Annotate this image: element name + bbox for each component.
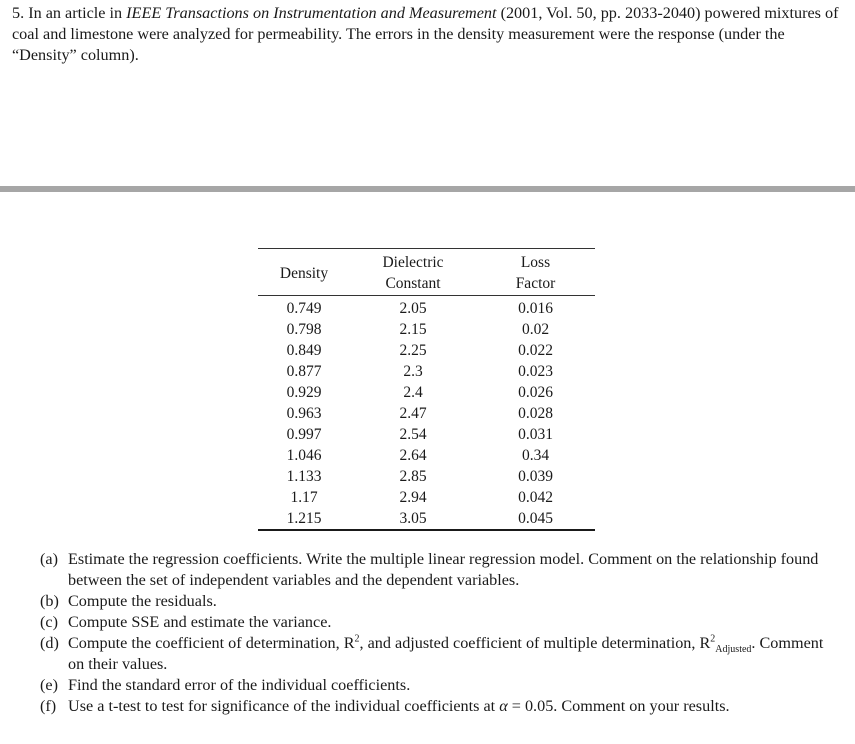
question-label: (b): [40, 592, 59, 610]
table-row: [258, 508, 595, 530]
cell-dielectric: 2.3: [403, 363, 423, 380]
question-text-part1: Use a t-test to test for significance of the individual coefficients at: [68, 697, 496, 715]
table-row: [258, 382, 595, 403]
question-c: [40, 612, 840, 633]
question-label: (d): [40, 634, 59, 652]
intro-rest: (2001, Vol. 50, pp. 2033-2040) powered mixtures of coal and limestone were analyzed for permeability. The errors in the density measurement were the response (under the “Density” column).: [12, 4, 839, 64]
question-e: [40, 675, 840, 696]
cell-loss: 0.022: [518, 342, 553, 359]
question-label: (c): [40, 613, 58, 631]
table-row: [258, 296, 595, 320]
data-table: [258, 248, 595, 531]
cell-density: 1.046: [286, 447, 322, 464]
question-label: (a): [40, 550, 58, 568]
cell-dielectric: 2.54: [399, 426, 427, 443]
subscript-adjusted: Adjusted: [715, 644, 752, 656]
cell-loss: 0.039: [518, 468, 553, 485]
cell-dielectric: 2.64: [399, 447, 427, 464]
problem-statement: [12, 3, 842, 66]
header-dielectric-line1: Dielectric: [350, 249, 476, 274]
header-density: Density: [258, 249, 350, 296]
question-f: [40, 696, 840, 717]
cell-dielectric: 2.94: [399, 489, 427, 506]
cell-density: 0.997: [286, 426, 322, 443]
question-list: [40, 549, 840, 717]
question-text-part1: Compute the coefficient of determination, R: [68, 634, 355, 652]
superscript: 2: [354, 633, 360, 645]
cell-density: 0.877: [286, 363, 322, 380]
cell-density: 0.929: [286, 384, 322, 401]
cell-density: 0.749: [286, 300, 322, 317]
journal-title: IEEE Transactions on Instrumentation and Measurement: [126, 4, 497, 22]
cell-density: 1.133: [286, 468, 322, 485]
cell-loss: 0.016: [518, 300, 553, 317]
question-text: Compute the residuals.: [68, 592, 217, 610]
section-divider: [0, 186, 855, 192]
cell-density: 0.963: [286, 405, 322, 422]
cell-density: 0.798: [286, 321, 322, 338]
cell-loss: 0.045: [476, 508, 595, 530]
question-text: Find the standard error of the individual coefficients.: [68, 676, 411, 694]
cell-loss: 0.023: [518, 363, 553, 380]
cell-dielectric: 2.15: [399, 321, 427, 338]
problem-number: 5.: [12, 4, 25, 22]
table-row: [258, 424, 595, 445]
table-row: [258, 466, 595, 487]
header-dielectric-line2: Constant: [350, 273, 476, 296]
cell-dielectric: 2.4: [403, 384, 423, 401]
question-a: [40, 549, 840, 591]
table-row: [258, 403, 595, 424]
cell-loss: 0.34: [521, 447, 550, 464]
cell-dielectric: 2.05: [399, 300, 427, 317]
intro-start: In an article in: [28, 4, 123, 22]
header-loss-line2: Factor: [476, 273, 595, 296]
question-text: Estimate the regression coefficients. Write the multiple linear regression model. Comment on the relationship found between the set of independent variables and the dependent variables.: [68, 550, 819, 589]
cell-loss: 0.026: [518, 384, 553, 401]
cell-density: 1.215: [258, 508, 350, 530]
cell-loss: 0.02: [521, 321, 550, 338]
cell-dielectric: 2.47: [399, 405, 427, 422]
question-b: [40, 591, 840, 612]
cell-dielectric: 2.25: [399, 342, 427, 359]
table-row: [258, 319, 595, 340]
cell-loss: 0.028: [518, 405, 553, 422]
cell-density: 0.849: [286, 342, 322, 359]
alpha-symbol: α: [499, 697, 508, 715]
table-row: [258, 361, 595, 382]
question-text-part3: . Comment on their values.: [68, 634, 824, 673]
header-loss-line1: Loss: [476, 249, 595, 274]
question-label: (f): [40, 697, 57, 715]
cell-density: 1.17: [290, 489, 318, 506]
question-text-part2: = 0.05. Comment on your results.: [511, 697, 730, 715]
question-d: [40, 633, 840, 675]
table-row: [258, 487, 595, 508]
superscript: 2: [710, 633, 716, 645]
cell-dielectric: 2.85: [399, 468, 427, 485]
cell-loss: 0.031: [518, 426, 553, 443]
cell-loss: 0.042: [518, 489, 553, 506]
cell-dielectric: 3.05: [350, 508, 476, 530]
question-text: Compute SSE and estimate the variance.: [68, 613, 332, 631]
question-text-part2: , and adjusted coefficient of multiple determination, R: [359, 634, 711, 652]
question-label: (e): [40, 676, 58, 694]
table-row: [258, 445, 595, 466]
table-row: [258, 340, 595, 361]
